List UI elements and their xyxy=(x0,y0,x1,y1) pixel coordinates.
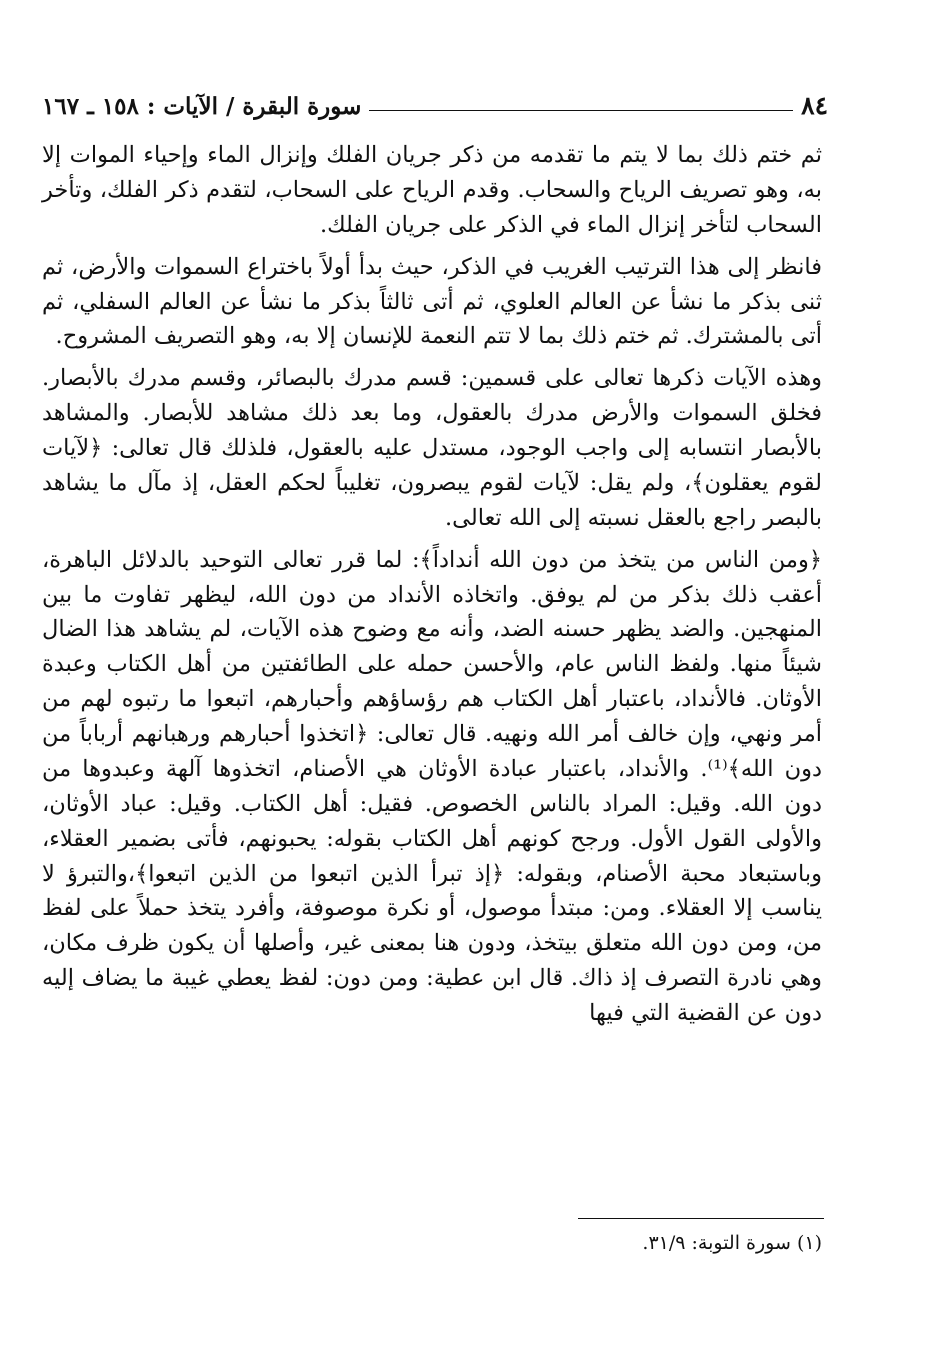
paragraph: فانظر إلى هذا الترتيب الغريب في الذكر، حيث بدأ أولاً باختراع السموات والأرض، ثم ثنى بذكر ما نشأ عن العالم العلوي، ثم أتى ثالثاً بذكر ما نشأ عن العالم السفلي، ثم أتى بالمشترك. ثم ختم ذلك بما لا تتم النعمة للإنسان إلا به، وهو التصريف المشروح. xyxy=(42,253,822,350)
page-number: ٨٤ xyxy=(801,91,828,120)
main-text xyxy=(42,138,822,1038)
page-header xyxy=(42,80,828,120)
paragraph: ﴿ومن الناس من يتخذ من دون الله أنداداً﴾: لما قرر تعالى التوحيد بالدلائل الباهرة، أعقب ذلك بذكر من لم يوفق. واتخاذه الأنداد من دون الله، ليظهر تفاوت ما بين المنهجين. والضد يظهر حسنه الضد، وأنه مع وضوح هذه الآيات، لم يشاهد هذا الضال شيئاً منها. ولفظ الناس عام، والأحسن حمله على الطائفتين من أهل الكتاب وعبدة الأوثان. فالأنداد، باعتبار أهل الكتاب هم رؤساؤهم وأحبارهم، اتبعوا ما رتبوه لهم من أمر ونهي، وإن خالف أمر الله ونهيه. قال تعالى: ﴿اتخذوا أحبارهم ورهبانهم أرباباً من دون الله﴾⁽¹⁾. والأنداد، باعتبار عبادة الأوثان هي الأصنام، اتخذوها آلهة وعبدوها من دون الله. وقيل: المراد بالناس الخصوص. فقيل: أهل الكتاب. وقيل: عباد الأوثان، والأولى القول الأول. ورجح كونهم أهل الكتاب بقوله: يحبونهم، فأتى بضمير العقلاء، وباستبعاد محبة الأصنام، وبقوله: ﴿إذ تبرأ الذين اتبعوا من الذين اتبعوا﴾،والتبرؤ لا يناسب إلا العقلاء. ومن: مبتدأ موصول، أو نكرة موصوفة، وأفرد يتخذ حملاً على لفظ من، ومن دون الله متعلق بيتخذ، ودون هنا بمعنى غير، وأصلها أن يكون ظرف مكان، وهي نادرة التصرف إذ ذاك. قال ابن عطية: ومن دون: لفظ يعطي غيبة ما يضاف إليه دون عن القضية التي فيها xyxy=(42,546,823,1026)
footnote: (١) سورة التوبة: ٣١/٩. xyxy=(642,1232,822,1254)
paragraph: ثم ختم ذلك بما لا يتم ما تقدمه من ذكر جريان الفلك وإنزال الماء وإحياء الموات إلا به، وهو تصريف الرياح والسحاب. وقدم الرياح على السحاب، لتقدم ذكر الفلك، وتأخر السحاب لتأخر إنزال الماء في الذكر على جريان الفلك. xyxy=(42,142,822,238)
header-rule xyxy=(369,110,793,111)
running-title: سورة البقرة / الآيات : ١٥٨ ـ ١٦٧ xyxy=(42,93,362,120)
paragraph: وهذه الآيات ذكرها تعالى على قسمين: قسم مدرك بالبصائر، وقسم مدرك بالأبصار. فخلق السموات والأرض مدرك بالعقول، وما بعد ذلك مشاهد للأبصار. والمشاهد بالأبصار انتسابه إلى واجب الوجود، مستدل عليه بالعقول، فلذلك قال تعالى: ﴿لآيات لقوم يعقلون﴾، ولم يقل: لآيات لقوم يبصرون، تغليباً لحكم العقل، إذ مآل ما يشاهد بالبصر راجع بالعقل نسبته إلى الله تعالى. xyxy=(42,365,822,531)
footnote-rule xyxy=(578,1218,824,1219)
